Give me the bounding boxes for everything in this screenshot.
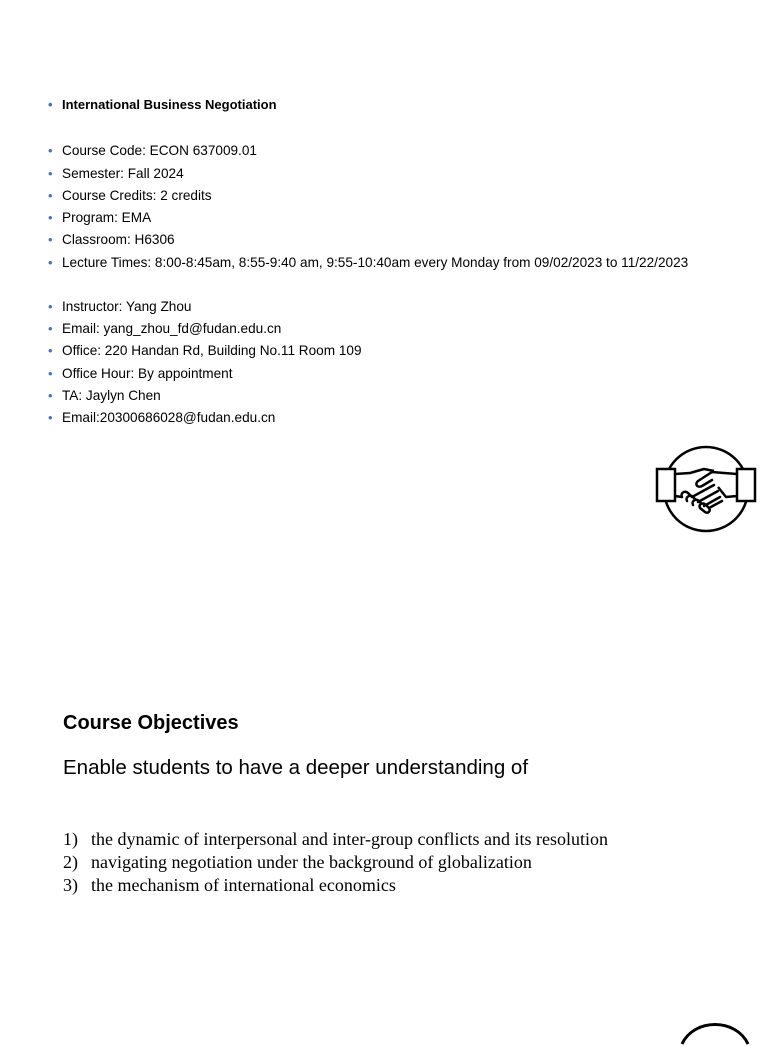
partial-circle-icon: [680, 1016, 750, 1046]
objective-number: 1): [63, 829, 78, 849]
course-info-list: [48, 94, 738, 430]
objectives-intro: Enable students to have a deeper understanding of: [63, 756, 529, 779]
objective-item: [63, 828, 608, 851]
office-hour-item: [48, 363, 738, 385]
instructor-email-item: [48, 318, 738, 340]
bullet-icon: •: [48, 165, 53, 181]
ta-item: [48, 385, 738, 407]
program-item: [48, 207, 738, 229]
bullet-icon: •: [48, 143, 53, 159]
bullet-icon: •: [48, 254, 53, 270]
bullet-icon: •: [48, 298, 53, 314]
course-title: International Business Negotiation: [62, 97, 277, 112]
objectives-list: [63, 828, 608, 897]
classroom: Classroom: H6306: [62, 232, 175, 248]
bullet-icon: •: [48, 387, 53, 403]
ta-email: Email:20300686028@fudan.edu.cn: [62, 410, 276, 426]
office: Office: 220 Handan Rd, Building No.11 Room 109: [62, 343, 362, 359]
course-code: Course Code: ECON 637009.01: [62, 143, 257, 159]
objective-number: 3): [63, 875, 78, 895]
bullet-icon: •: [48, 343, 53, 359]
objective-text: the mechanism of international economics: [91, 875, 396, 895]
bullet-icon: •: [48, 187, 53, 203]
credits-item: [48, 185, 738, 207]
office-hour: Office Hour: By appointment: [62, 365, 233, 381]
instructor: Instructor: Yang Zhou: [62, 298, 192, 314]
classroom-item: [48, 229, 738, 251]
office-item: [48, 340, 738, 362]
semester-item: [48, 163, 738, 185]
lecture-times: Lecture Times: 8:00-8:45am, 8:55-9:40 am, 9:55-10:40am every Monday from 09/02/2023 to 11/22/2023: [62, 254, 689, 270]
ta-email-item: [48, 407, 738, 429]
instructor-email: Email: yang_zhou_fd@fudan.edu.cn: [62, 321, 282, 337]
instructor-item: [48, 296, 738, 318]
objective-text: the dynamic of interpersonal and inter-group conflicts and its resolution: [91, 829, 608, 849]
bullet-icon: •: [48, 97, 53, 112]
credits: Course Credits: 2 credits: [62, 187, 212, 203]
handshake-icon: [654, 445, 758, 535]
objective-item: [63, 874, 608, 897]
bullet-icon: •: [48, 365, 53, 381]
semester: Semester: Fall 2024: [62, 165, 184, 181]
bullet-icon: •: [48, 321, 53, 337]
bullet-icon: •: [48, 210, 53, 226]
program: Program: EMA: [62, 210, 152, 226]
objective-number: 2): [63, 852, 78, 872]
ta: TA: Jaylyn Chen: [62, 387, 161, 403]
course-title-item: [48, 94, 738, 116]
course-code-item: [48, 140, 738, 162]
objectives-title: Course Objectives: [63, 712, 239, 734]
objective-item: [63, 851, 608, 874]
bullet-icon: •: [48, 232, 53, 248]
objective-text: navigating negotiation under the background of globalization: [91, 852, 532, 872]
lecture-times-item: [48, 252, 738, 274]
bullet-icon: •: [48, 410, 53, 426]
